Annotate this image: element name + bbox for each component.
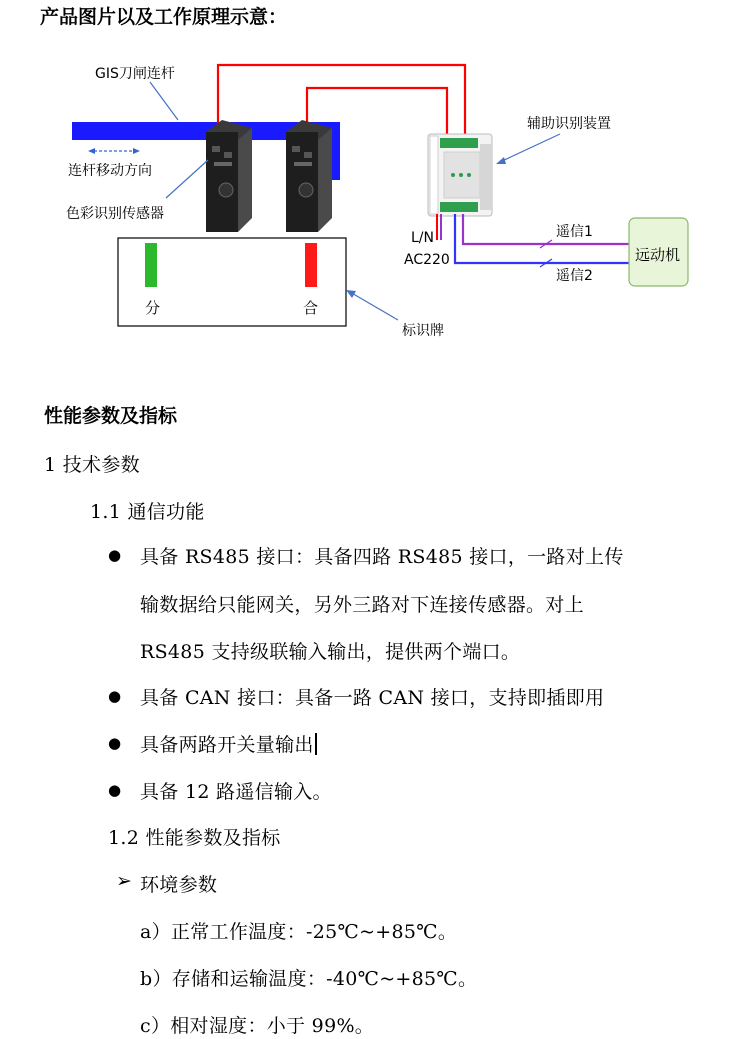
device-label-leader — [500, 134, 560, 162]
signal1-label: 遥信1 — [556, 224, 593, 240]
section-heading: 性能参数及指标 — [44, 405, 178, 427]
signal-wire-1 — [463, 214, 630, 244]
bullet-4: 具备 12 路遥信输入。 — [140, 781, 332, 803]
env-item-a: a）正常工作温度：-25℃~+85℃。 — [140, 921, 458, 943]
bullet-1-line-2: 输数据给只能网关，另外三路对下连接传感器。对上 — [140, 594, 584, 616]
sign-label: 标识牌 — [402, 323, 444, 339]
bullet-3: 具备两路开关量输出 — [140, 734, 314, 756]
page-title: 产品图片以及工作原理示意： — [40, 6, 288, 28]
signal2-label: 遥信2 — [556, 268, 593, 284]
section-1-title: 1 技术参数 — [44, 454, 140, 476]
direction-arrow-right-icon — [133, 148, 140, 154]
signal-wire-2 — [455, 214, 630, 263]
power-label-ac220: AC220 — [404, 252, 450, 268]
gis-label: GIS刀闸连杆 — [95, 66, 175, 82]
sensor-label: 色彩识别传感器 — [66, 206, 164, 222]
bullet-3-row — [140, 730, 317, 757]
section-1-1-title: 1.1 通信功能 — [90, 501, 205, 523]
env-title: 环境参数 — [140, 874, 218, 896]
bullet-1-line-1: 具备 RS485 接口：具备四路 RS485 接口，一路对上传 — [140, 546, 624, 568]
direction-arrow-left-icon — [88, 148, 95, 154]
working-principle-diagram — [0, 40, 750, 380]
gis-label-leader — [150, 82, 178, 120]
power-label-ln: L/N — [411, 230, 434, 246]
env-item-c: c）相对湿度：小于 99%。 — [140, 1015, 375, 1037]
close-mark — [305, 243, 317, 287]
sign-label-leader — [350, 292, 398, 320]
direction-label: 连杆移动方向 — [68, 163, 152, 179]
bullet-icon: ● — [108, 734, 122, 752]
sensor-label-leader — [166, 160, 208, 198]
text-cursor — [315, 733, 317, 755]
bullet-2: 具备 CAN 接口：具备一路 CAN 接口，支持即插即用 — [140, 687, 605, 709]
remote-label: 远动机 — [635, 246, 681, 264]
close-text: 合 — [303, 299, 319, 317]
open-text: 分 — [145, 299, 161, 317]
env-item-b: b）存储和运输温度：-40℃~+85℃。 — [140, 968, 478, 990]
section-1-2-title: 1.2 性能参数及指标 — [108, 827, 281, 849]
color-sensor-2 — [286, 120, 332, 232]
bullet-1-line-3: RS485 支持级联输入输出，提供两个端口。 — [140, 641, 521, 663]
device-label: 辅助识别装置 — [527, 116, 611, 132]
auxiliary-identification-device — [428, 134, 492, 216]
arrow-bullet-icon: ➢ — [116, 870, 133, 892]
bullet-icon: ● — [108, 781, 122, 799]
bullet-icon: ● — [108, 546, 122, 564]
color-sensor-1 — [206, 120, 252, 232]
open-mark — [145, 243, 157, 287]
bullet-icon: ● — [108, 687, 122, 705]
device-label-arrow-icon — [496, 157, 506, 164]
